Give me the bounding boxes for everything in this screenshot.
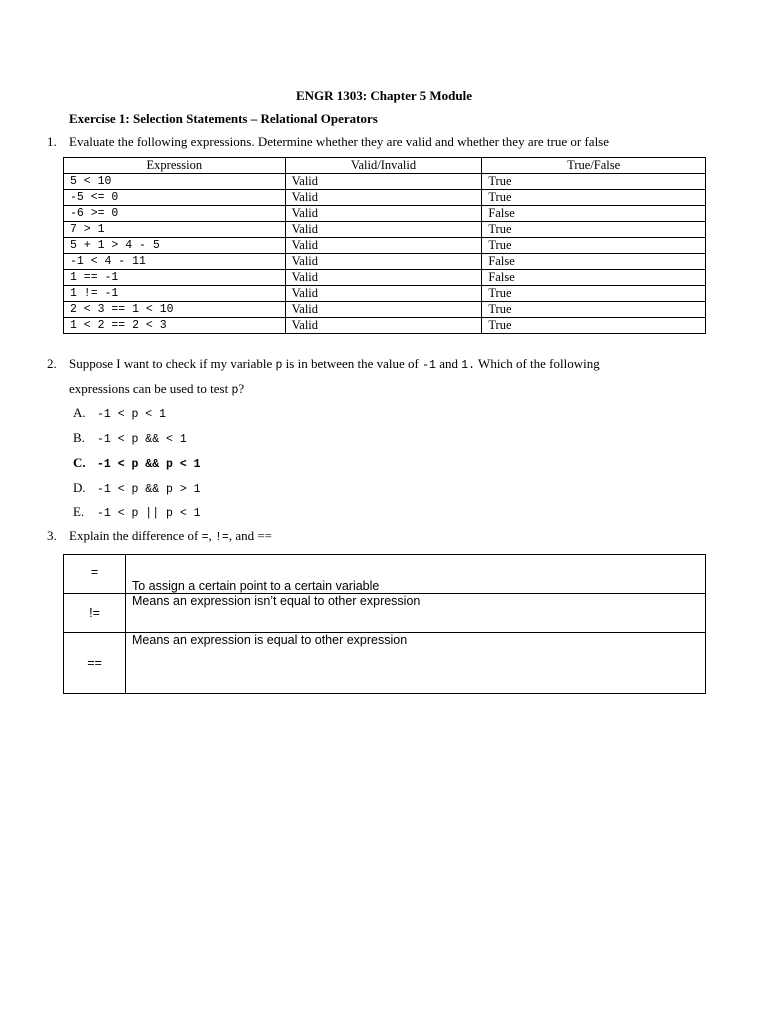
expression-cell: -5 <= 0 xyxy=(64,190,286,206)
operator-description: To assign a certain point to a certain variable xyxy=(126,555,706,594)
table-row xyxy=(64,318,706,334)
evaluation-table xyxy=(63,157,706,334)
valid-cell: Valid xyxy=(285,286,482,302)
expression-cell: 5 + 1 > 4 - 5 xyxy=(64,238,286,254)
table-row xyxy=(64,222,706,238)
table-row xyxy=(64,286,706,302)
valid-cell: Valid xyxy=(285,174,482,190)
table-row xyxy=(64,174,706,190)
valid-cell: Valid xyxy=(285,318,482,334)
operator-symbol: == xyxy=(64,633,126,694)
option-letter: D. xyxy=(73,480,86,495)
valid-cell: Valid xyxy=(285,222,482,238)
lower-bound: -1 xyxy=(422,359,436,372)
truth-cell: True xyxy=(482,302,706,318)
option-d xyxy=(73,480,201,496)
table-row xyxy=(64,555,706,594)
question-text: expressions can be used to test xyxy=(69,381,229,396)
valid-cell: Valid xyxy=(285,190,482,206)
table-header-row xyxy=(64,158,706,174)
question-text: Explain the difference of xyxy=(69,528,199,543)
valid-cell: Valid xyxy=(285,254,482,270)
variable-p: p xyxy=(231,384,239,397)
table-row xyxy=(64,238,706,254)
operator-symbol: != xyxy=(64,594,126,633)
separator: , and == xyxy=(228,528,272,543)
valid-cell: Valid xyxy=(285,270,482,286)
truth-cell: True xyxy=(482,286,706,302)
option-letter: B. xyxy=(73,430,85,445)
question-2-line-2 xyxy=(69,381,244,397)
expression-cell: 2 < 3 == 1 < 10 xyxy=(64,302,286,318)
separator: , xyxy=(208,528,212,543)
operator-symbol: = xyxy=(64,555,126,594)
option-expression: -1 < p && < 1 xyxy=(97,433,187,446)
expression-cell: -6 >= 0 xyxy=(64,206,286,222)
upper-bound: 1. xyxy=(461,359,476,372)
truth-cell: False xyxy=(482,254,706,270)
question-number: 1. xyxy=(47,134,57,149)
question-text: and xyxy=(439,356,458,371)
question-number: 3. xyxy=(47,528,57,543)
table-row xyxy=(64,206,706,222)
option-expression: -1 < p || p < 1 xyxy=(97,507,201,520)
truth-cell: True xyxy=(482,238,706,254)
expression-cell: 1 < 2 == 2 < 3 xyxy=(64,318,286,334)
expression-cell: -1 < 4 - 11 xyxy=(64,254,286,270)
question-number: 2. xyxy=(47,356,57,371)
truth-cell: True xyxy=(482,190,706,206)
truth-cell: True xyxy=(482,222,706,238)
option-expression: -1 < p && p > 1 xyxy=(97,483,201,496)
operator-description: Means an expression isn’t equal to other expression xyxy=(126,594,706,633)
question-text: is in between the value of xyxy=(285,356,419,371)
table-row xyxy=(64,302,706,318)
variable-p: p xyxy=(275,359,283,372)
question-2 xyxy=(47,356,600,372)
option-c-selected xyxy=(73,455,201,471)
operator-assign: = xyxy=(201,531,209,544)
exercise-subtitle: Exercise 1: Selection Statements – Relational Operators xyxy=(69,111,378,126)
question-text: Suppose I want to check if my variable xyxy=(69,356,273,371)
table-row xyxy=(64,633,706,694)
table-row xyxy=(64,270,706,286)
table-row xyxy=(64,190,706,206)
question-mark: ? xyxy=(238,381,245,396)
truth-cell: False xyxy=(482,206,706,222)
question-1 xyxy=(47,134,609,150)
option-letter: E. xyxy=(73,504,85,519)
truth-cell: True xyxy=(482,318,706,334)
operator-description: Means an expression is equal to other expression xyxy=(126,633,706,694)
expression-cell: 5 < 10 xyxy=(64,174,286,190)
table-row xyxy=(64,594,706,633)
table-row xyxy=(64,254,706,270)
expression-cell: 7 > 1 xyxy=(64,222,286,238)
valid-cell: Valid xyxy=(285,302,482,318)
question-text: Evaluate the following expressions. Determine whether they are valid and whether they are true or false xyxy=(69,134,610,149)
column-header: Valid/Invalid xyxy=(285,158,482,174)
expression-cell: 1 != -1 xyxy=(64,286,286,302)
question-text: Which of the following xyxy=(478,356,600,371)
valid-cell: Valid xyxy=(285,206,482,222)
column-header: Expression xyxy=(64,158,286,174)
option-letter: C. xyxy=(73,455,86,470)
valid-cell: Valid xyxy=(285,238,482,254)
question-3 xyxy=(47,528,272,544)
option-a xyxy=(73,405,166,421)
operator-not-equal: != xyxy=(215,531,229,544)
truth-cell: False xyxy=(482,270,706,286)
operators-table xyxy=(63,554,706,694)
option-letter: A. xyxy=(73,405,86,420)
option-e xyxy=(73,504,201,520)
column-header: True/False xyxy=(482,158,706,174)
truth-cell: True xyxy=(482,174,706,190)
option-b xyxy=(73,430,187,446)
expression-cell: 1 == -1 xyxy=(64,270,286,286)
page-title: ENGR 1303: Chapter 5 Module xyxy=(296,88,472,103)
option-expression: -1 < p < 1 xyxy=(97,408,167,421)
option-expression: -1 < p && p < 1 xyxy=(97,458,201,471)
